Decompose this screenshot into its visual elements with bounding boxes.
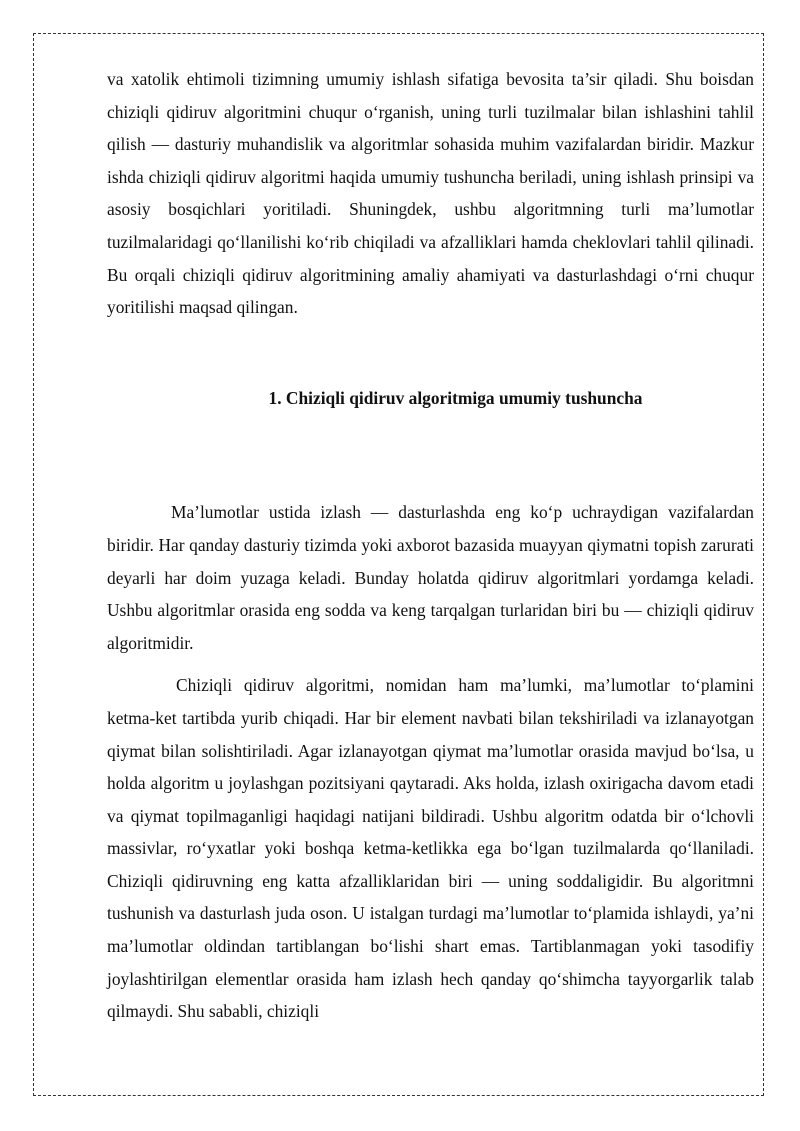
paragraph-2: Chiziqli qidiruv algoritmi, nomidan ham ma’lumki, ma’lumotlar to‘plamini ketma-ket tartibda yurib chiqadi. Har bir element navbati bilan tekshiriladi va izlanayotgan qiymat bilan solishtiriladi. Agar izlanayotgan qiymat ma’lumotlar orasida mavjud bo‘lsa, u holda algoritm u joylashgan pozitsiyani qaytaradi. Aks holda, izlash oxirigacha davom etadi va qiymat topilmaganligi haqidagi natijani bildiradi. Ushbu algoritm odatda bir o‘lchovli massivlar, ro‘yxatlar yoki boshqa ketma-ketlikka ega bo‘lgan tuzilmalarda qo‘llaniladi. Chiziqli qidiruvning eng katta afzalliklaridan biri — uning soddaligidir. Bu algoritmni tushunish va dasturlash juda oson. U istalgan turdagi ma’lumotlar to‘plamida ishlaydi, ya’ni ma’lumotlar oldindan tartiblangan bo‘lishi shart emas. Tartiblanmagan yoki tasodifiy joylashtirilgan elementlar orasida ham izlash hech qanday qo‘shimcha tayyorgarlik talab qilmaydi. Shu sababli, chiziqli: [107, 675, 754, 1022]
section-heading: 1. Chiziqli qidiruv algoritmiga umumiy tushuncha: [268, 387, 643, 408]
intro-paragraph: va xatolik ehtimoli tizimning umumiy ishlash sifatiga bevosita ta’sir qiladi. Shu boisdan chiziqli qidiruv algoritmini chuqur o‘rganish, uning turli tuzilmalar bilan ishlashini tahlil qilish — dasturiy muhandislik va algoritmlar sohasida muhim vazifalardan biridir. Mazkur ishda chiziqli qidiruv algoritmi haqida umumiy tushuncha beriladi, uning ishlash prinsipi va asosiy bosqichlari yoritiladi. Shuningdek, ushbu algoritmning turli ma’lumotlar tuzilmalaridagi qo‘llanilishi ko‘rib chiqiladi va afzalliklari hamda cheklovlari tahlil qilinadi. Bu orqali chiziqli qidiruv algoritmining amaliy ahamiyati va dasturlashdagi o‘rni chuqur yoritilishi maqsad qilingan.: [107, 69, 754, 318]
paragraph-1: Ma’lumotlar ustida izlash — dasturlashda eng ko‘p uchraydigan vazifalardan biridir. Har qanday dasturiy tizimda yoki axborot bazasida muayyan qiymatni topish zarurati deyarli har doim yuzaga keladi. Bunday holatda qidiruv algoritmlari yordamga keladi. Ushbu algoritmlar orasida eng sodda va keng tarqalgan turlaridan biri bu — chiziqli qidiruv algoritmidir.: [107, 502, 754, 653]
document-body: [107, 63, 754, 1028]
